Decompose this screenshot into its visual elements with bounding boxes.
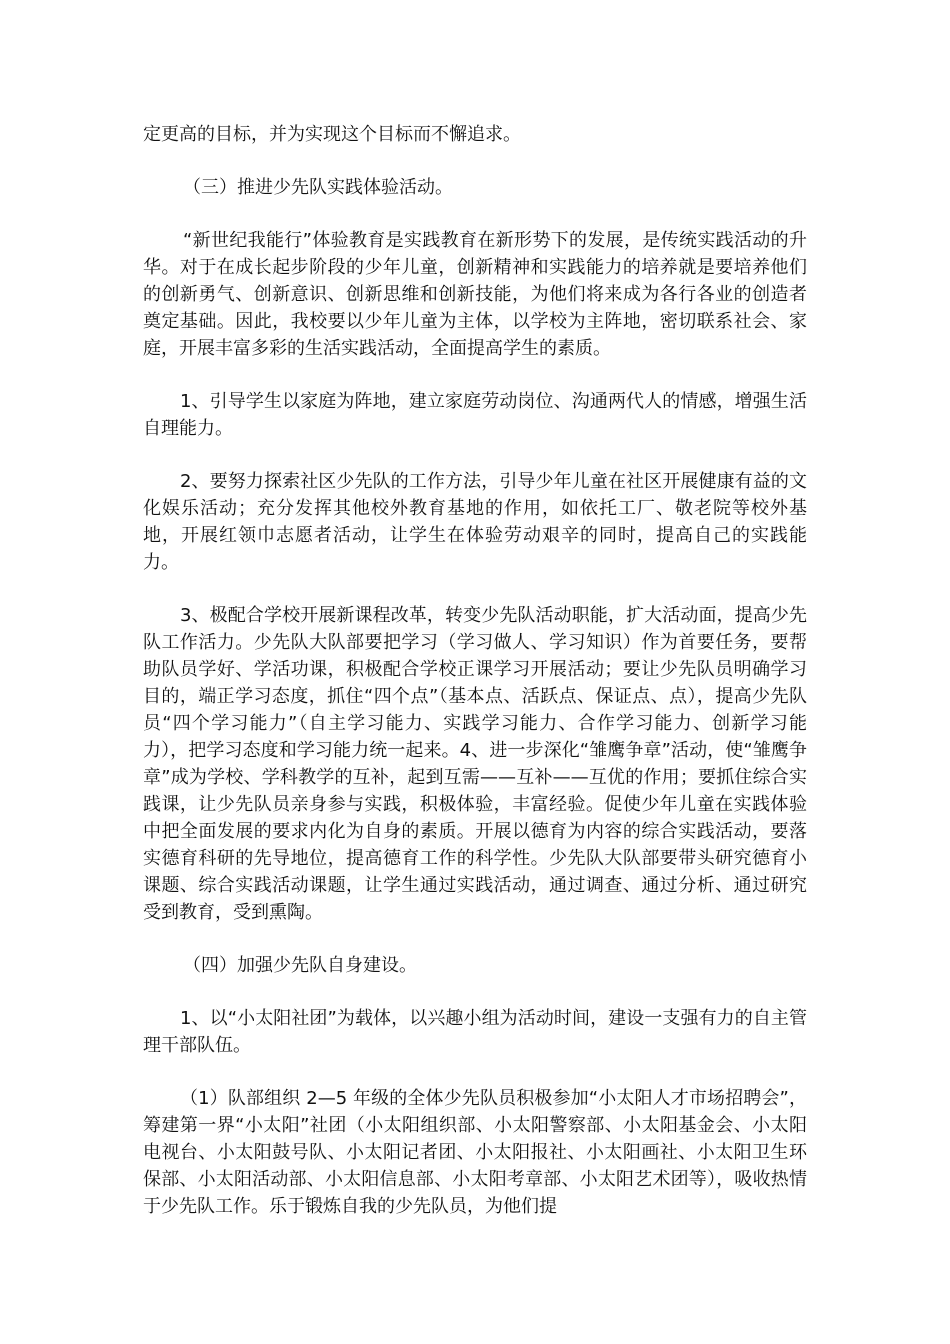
section-heading-4: （四）加强少先队自身建设。 — [183, 955, 417, 976]
section-heading-3: （三）推进少先队实践体验活动。 — [183, 177, 453, 198]
document-body — [143, 121, 807, 1220]
paragraph-continuation: 定更高的目标，并为实现这个目标而不懈追求。 — [143, 124, 521, 145]
paragraph-item-2: 2、要努力探索社区少先队的工作方法，引导少年儿童在社区开展健康有益的文化娱乐活动；充分发挥其他校外教育基地的作用，如依托工厂、敬老院等校外基地，开展红领巾志愿者活动，让学生在体验劳动艰辛的同时，提高自己的实践能力。 — [143, 471, 807, 573]
paragraph-item-3: 3、极配合学校开展新课程改革，转变少先队活动职能，扩大活动面，提高少先队工作活力。少先队大队部要把学习（学习做人、学习知识）作为首要任务，要帮助队员学好、学活功课，积极配合学校正课学习开展活动；要让少先队员明确学习目的，端正学习态度，抓住“四个点”（基本点、活跃点、保证点、点），提高少先队员“四个学习能力”（自主学习能力、实践学习能力、合作学习能力、创新学习能力），把学习态度和学习能力统一起来。4、进一步深化“雏鹰争章”活动，使“雏鹰争章”成为学校、学科教学的互补，起到互需——互补——互优的作用；要抓住综合实践课，让少先队员亲身参与实践，积极体验，丰富经验。促使少年儿童在实践体验中把全面发展的要求内化为自身的素质。开展以德育为内容的综合实践活动，要落实德育科研的先导地位，提高德育工作的科学性。少先队大队部要带头研究德育小课题、综合实践活动课题，让学生通过实践活动，通过调查、通过分析、通过研究受到教育，受到熏陶。 — [143, 605, 807, 923]
paragraph-sun-club: 1、以“小太阳社团”为载体，以兴趣小组为活动时间，建设一支强有力的自主管理干部队伍。 — [143, 1008, 807, 1056]
paragraph-sun-club-detail: （1）队部组织 2—5 年级的全体少先队员积极参加“小太阳人才市场招聘会”，筹建第一界“小太阳”社团（小太阳组织部、小太阳警察部、小太阳基金会、小太阳电视台、小太阳鼓号队、小太阳记者团、小太阳报社、小太阳画社、小太阳卫生环保部、小太阳活动部、小太阳信息部、小太阳考章部、小太阳艺术团等），吸收热情于少先队工作。乐于锻炼自我的少先队员，为他们提 — [143, 1088, 807, 1217]
paragraph-item-1: 1、引导学生以家庭为阵地，建立家庭劳动岗位、沟通两代人的情感，增强生活自理能力。 — [143, 391, 807, 439]
paragraph-experience-education: “新世纪我能行”体验教育是实践教育在新形势下的发展，是传统实践活动的升华。对于在成长起步阶段的少年儿童，创新精神和实践能力的培养就是要培养他们的创新勇气、创新意识、创新思维和创新技能，为他们将来成为各行各业的创造者奠定基础。因此，我校要以少年儿童为主体，以学校为主阵地，密切联系社会、家庭，开展丰富多彩的生活实践活动，全面提高学生的素质。 — [143, 230, 807, 359]
